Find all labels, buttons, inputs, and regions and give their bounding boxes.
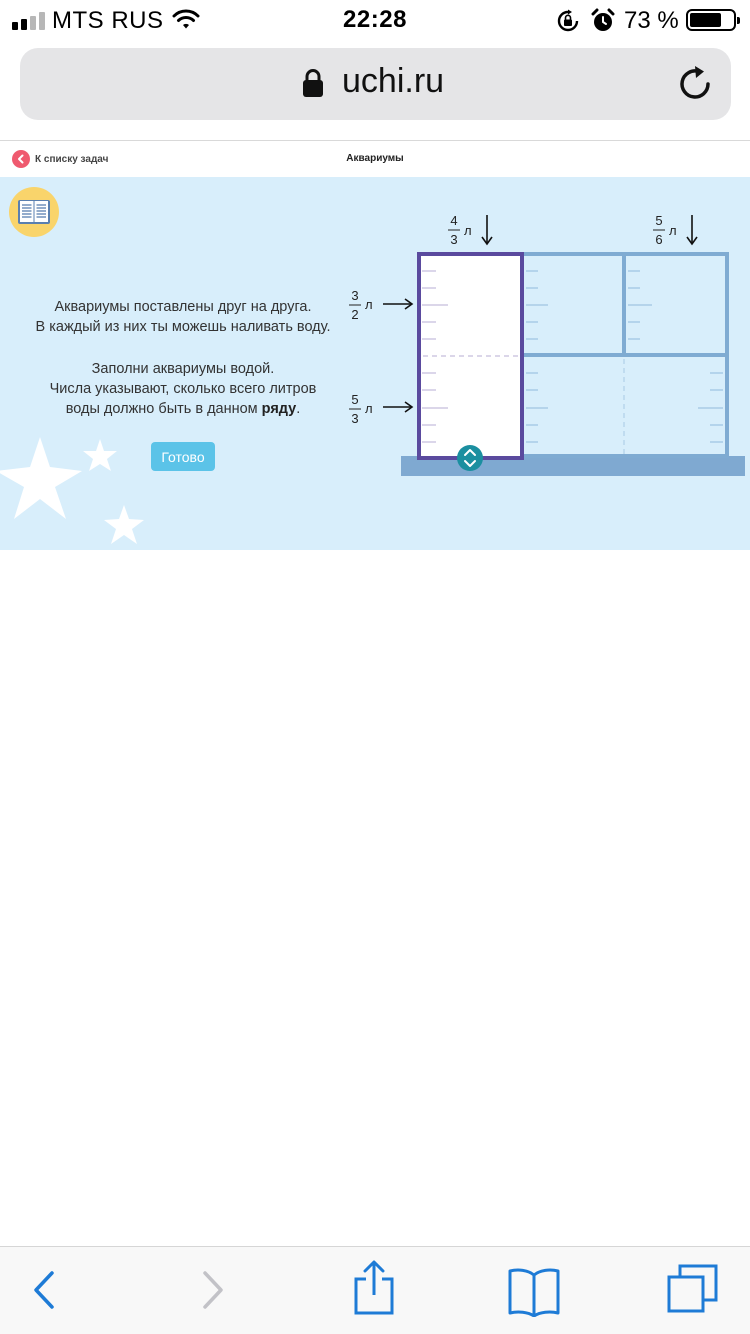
instruction-line: В каждый из них ты можешь наливать воду. [35,319,331,335]
task-title: Аквариумы [346,153,404,164]
instruction-line: Числа указывают, сколько всего литров [49,381,317,397]
fraction-numerator: 3 [351,288,359,303]
fraction-denominator: 3 [351,411,359,426]
task-area [0,177,750,550]
fraction-numerator: 5 [655,213,663,228]
alarm-icon [591,8,615,34]
up-down-chevron-icon[interactable] [457,445,483,471]
rotation-lock-icon [556,9,580,33]
aquarium-tank-bottom-wide[interactable] [522,355,727,456]
url-text: uchi.ru [342,62,445,100]
arrow-down-icon [482,215,492,244]
battery-percentage: 73 % [624,7,679,34]
tabs-icon[interactable] [666,1263,720,1315]
instruction-line: Аквариумы поставлены друг на друга. [54,299,312,315]
instruction-line: Заполни аквариумы водой. [91,361,275,377]
instruction-text: . [296,401,301,417]
carrier-name: MTS RUS [52,7,164,34]
done-button[interactable]: Готово [151,442,215,471]
fraction-numerator: 5 [351,392,359,407]
row-label-1 [349,288,412,322]
unit-label: л [669,223,677,238]
arrow-right-icon [383,299,412,309]
address-bar[interactable] [20,48,731,120]
aquarium-tank-selected[interactable] [419,254,522,458]
fraction-denominator: 2 [351,307,359,322]
arrow-right-icon [383,402,412,412]
aquarium-diagram [0,177,750,550]
row-label-2 [349,392,412,426]
lock-icon [302,68,324,98]
status-bar [0,0,750,40]
forward-icon[interactable] [197,1265,227,1315]
instruction-emphasis: ряду [261,401,297,417]
bookmarks-icon[interactable] [506,1267,562,1317]
column-label-2 [653,213,697,247]
back-icon[interactable] [28,1265,58,1315]
browser-toolbar [0,1246,750,1334]
unit-label: л [365,297,373,312]
column-label-1 [448,213,492,247]
fraction-denominator: 3 [450,232,458,247]
fraction-denominator: 6 [655,232,663,247]
arrow-down-icon [687,215,697,244]
reload-icon[interactable] [677,64,715,104]
unit-label: л [365,401,373,416]
task-header [0,141,750,177]
battery-icon [686,9,736,31]
back-link-label: К списку задач [35,153,109,165]
instruction-text: воды должно быть в данном [65,401,262,417]
status-time: 22:28 [343,6,407,33]
unit-label: л [464,223,472,238]
share-icon[interactable] [352,1259,396,1317]
fraction-numerator: 4 [450,213,458,228]
